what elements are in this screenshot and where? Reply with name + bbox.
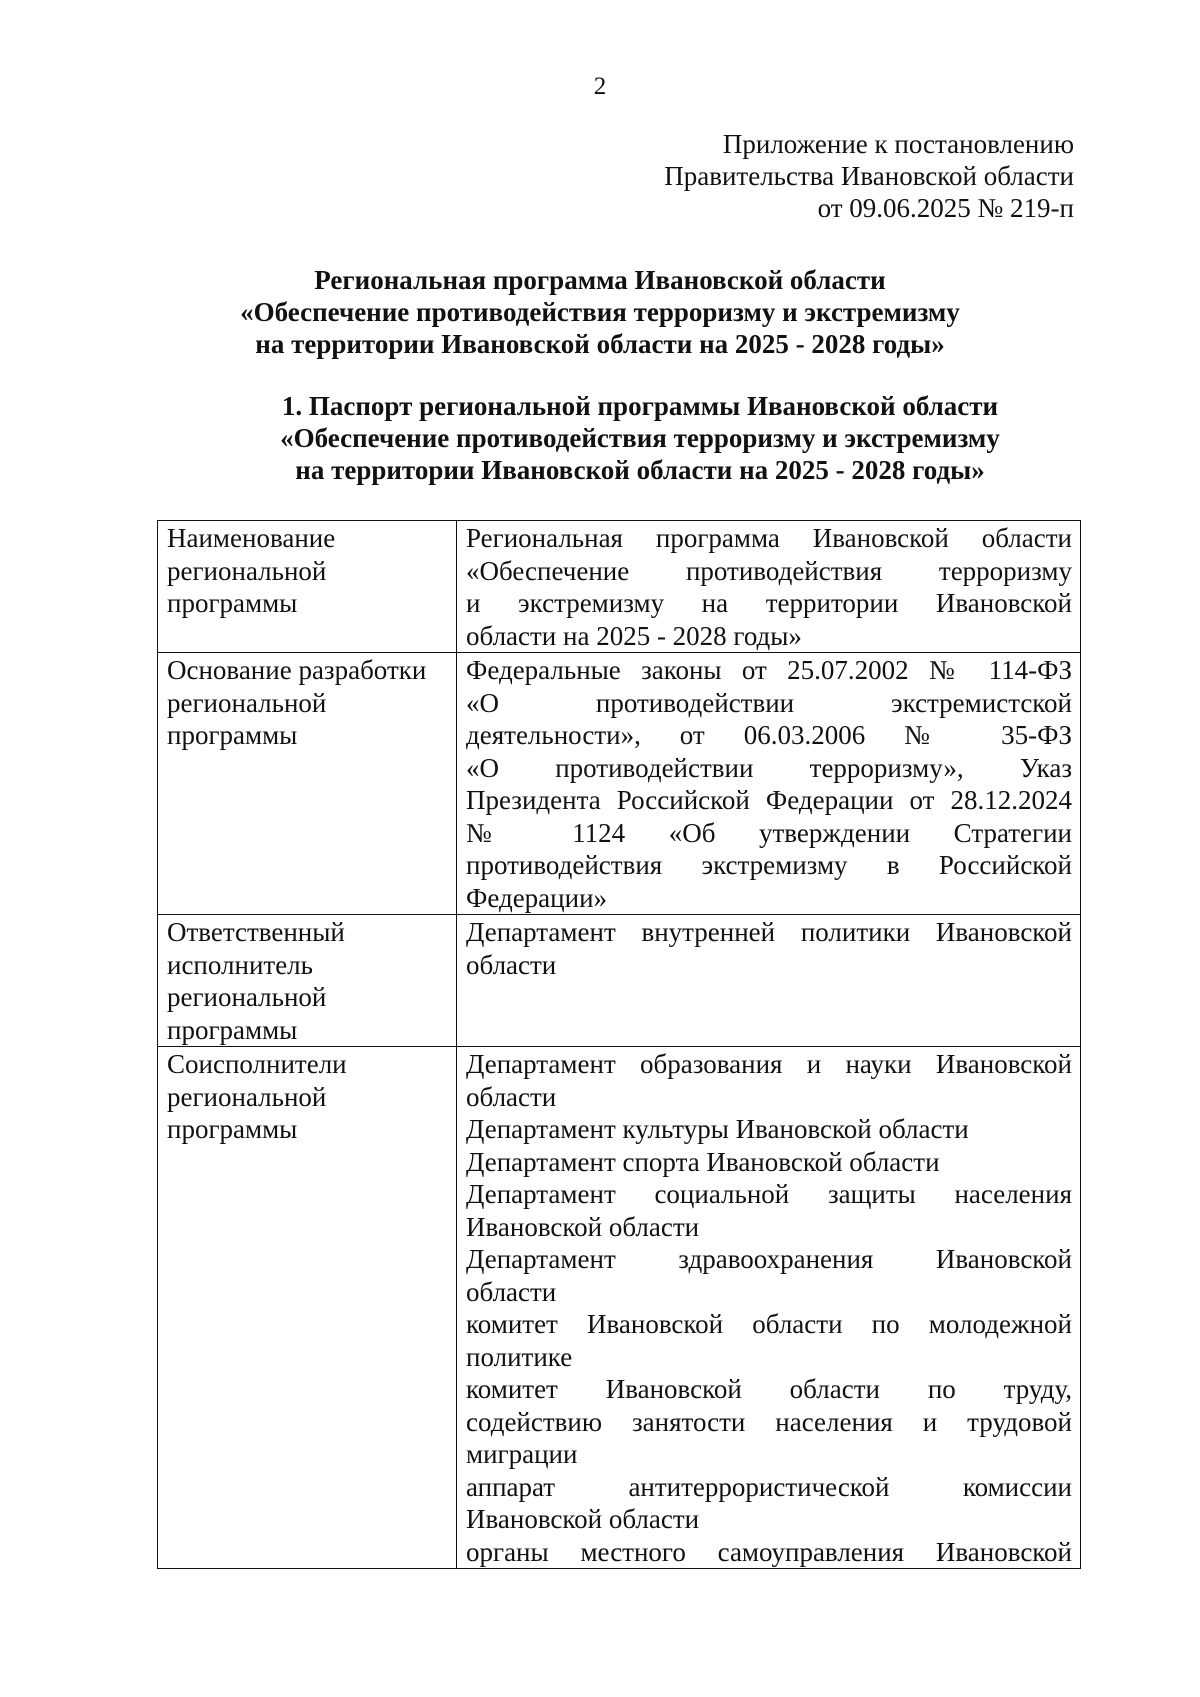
passport-value-line: № 1124 «Об утверждении Стратегии <box>466 817 1072 848</box>
appendix-line: Правительства Ивановской области <box>664 161 1074 191</box>
section-title-line: 1. Паспорт региональной программы Ивановской области <box>281 391 999 421</box>
passport-value-cell <box>457 1047 1081 1569</box>
section-title-line: на территории Ивановской области на 2025 - 2028 годы» <box>295 455 985 485</box>
passport-value-line: Департамент здравоохранения Ивановской <box>466 1244 1072 1274</box>
passport-value-line: области на 2025 - 2028 годы» <box>466 620 802 651</box>
passport-label-line: программы <box>167 588 298 618</box>
passport-value-line: деятельности», от 06.03.2006 № 35-ФЗ <box>466 720 1072 750</box>
passport-label-line: исполнитель <box>167 949 313 980</box>
passport-value-line: Ивановской области <box>466 1211 700 1242</box>
passport-label-cell <box>158 1047 457 1569</box>
passport-value-line: Ивановской области <box>466 1504 700 1534</box>
program-title <box>0 264 1200 360</box>
appendix-line: Приложение к постановлению <box>722 129 1074 159</box>
passport-label-line: программы <box>167 1014 298 1045</box>
passport-label-cell <box>158 521 457 653</box>
passport-value-line: комитет Ивановской области по труду, <box>466 1374 1072 1404</box>
passport-value-line: области <box>466 1081 557 1112</box>
passport-label-line: региональной <box>167 982 327 1012</box>
passport-value-line: органы местного самоуправления Ивановской <box>466 1536 1072 1567</box>
passport-value-line: и экстремизму на территории Ивановской <box>466 588 1072 618</box>
passport-label-line: региональной <box>167 687 327 718</box>
passport-table-body <box>158 521 1081 1569</box>
passport-value-cell <box>457 653 1081 915</box>
passport-value-cell <box>457 521 1081 653</box>
passport-value-line: аппарат антитеррористической комиссии <box>466 1471 1072 1502</box>
passport-label-cell <box>158 653 457 915</box>
program-title-line: на территории Ивановской области на 2025 - 2028 годы» <box>255 329 945 359</box>
passport-value-line: комитет Ивановской области по молодежной <box>466 1309 1072 1339</box>
passport-value-line: миграции <box>466 1439 578 1469</box>
passport-label-line: Наименование <box>167 523 336 553</box>
passport-value-line: области <box>466 1276 557 1307</box>
passport-label-cell <box>158 915 457 1047</box>
program-title-line: «Обеспечение противодействия терроризму и экстремизму <box>240 297 960 327</box>
passport-label-line: Ответственный <box>167 917 345 947</box>
passport-label-line: Основание разработки <box>167 655 427 685</box>
section-title-line: «Обеспечение противодействия терроризму и экстремизму <box>280 423 1000 453</box>
passport-label-line: региональной <box>167 555 327 586</box>
passport-label-line: программы <box>167 1114 298 1144</box>
passport-value-line: «Обеспечение противодействия терроризму <box>466 555 1072 586</box>
appendix-header <box>474 128 1074 224</box>
passport-value-line: противодействия экстремизму в Российской <box>466 850 1072 880</box>
passport-label-line: Соисполнители <box>167 1049 347 1079</box>
passport-row <box>158 1047 1081 1569</box>
passport-value-line: Федерации» <box>466 882 608 913</box>
program-title-line: Региональная программа Ивановской области <box>314 265 886 295</box>
passport-value-line: «О противодействии терроризму», Указ <box>466 752 1072 783</box>
passport-value-line: Департамент внутренней политики Ивановской <box>466 917 1072 947</box>
section-title <box>40 390 1200 486</box>
passport-row <box>158 521 1081 653</box>
page-number: 2 <box>593 73 607 100</box>
passport-value-line: Региональная программа Ивановской области <box>466 523 1072 553</box>
passport-value-line: Департамент спорта Ивановской области <box>466 1146 940 1177</box>
passport-value-line: Департамент культуры Ивановской области <box>466 1114 969 1144</box>
passport-value-line: Департамент образования и науки Ивановской <box>466 1049 1072 1079</box>
passport-table <box>157 520 1081 1569</box>
passport-row <box>158 653 1081 915</box>
passport-value-line: Департамент социальной защиты населения <box>466 1179 1072 1209</box>
passport-value-line: области <box>466 949 557 980</box>
passport-value-line: «О противодействии экстремистской <box>466 687 1072 718</box>
passport-value-cell <box>457 915 1081 1047</box>
passport-value-line: Президента Российской Федерации от 28.12.2024 <box>466 785 1072 815</box>
passport-label-line: региональной <box>167 1081 327 1112</box>
appendix-line: от 09.06.2025 № 219-п <box>817 193 1074 223</box>
passport-label-line: программы <box>167 720 298 750</box>
passport-value-line: политике <box>466 1341 573 1372</box>
passport-row <box>158 915 1081 1047</box>
passport-value-line: Федеральные законы от 25.07.2002 № 114-ФЗ <box>466 655 1072 685</box>
passport-value-line: содействию занятости населения и трудовой <box>466 1406 1072 1437</box>
